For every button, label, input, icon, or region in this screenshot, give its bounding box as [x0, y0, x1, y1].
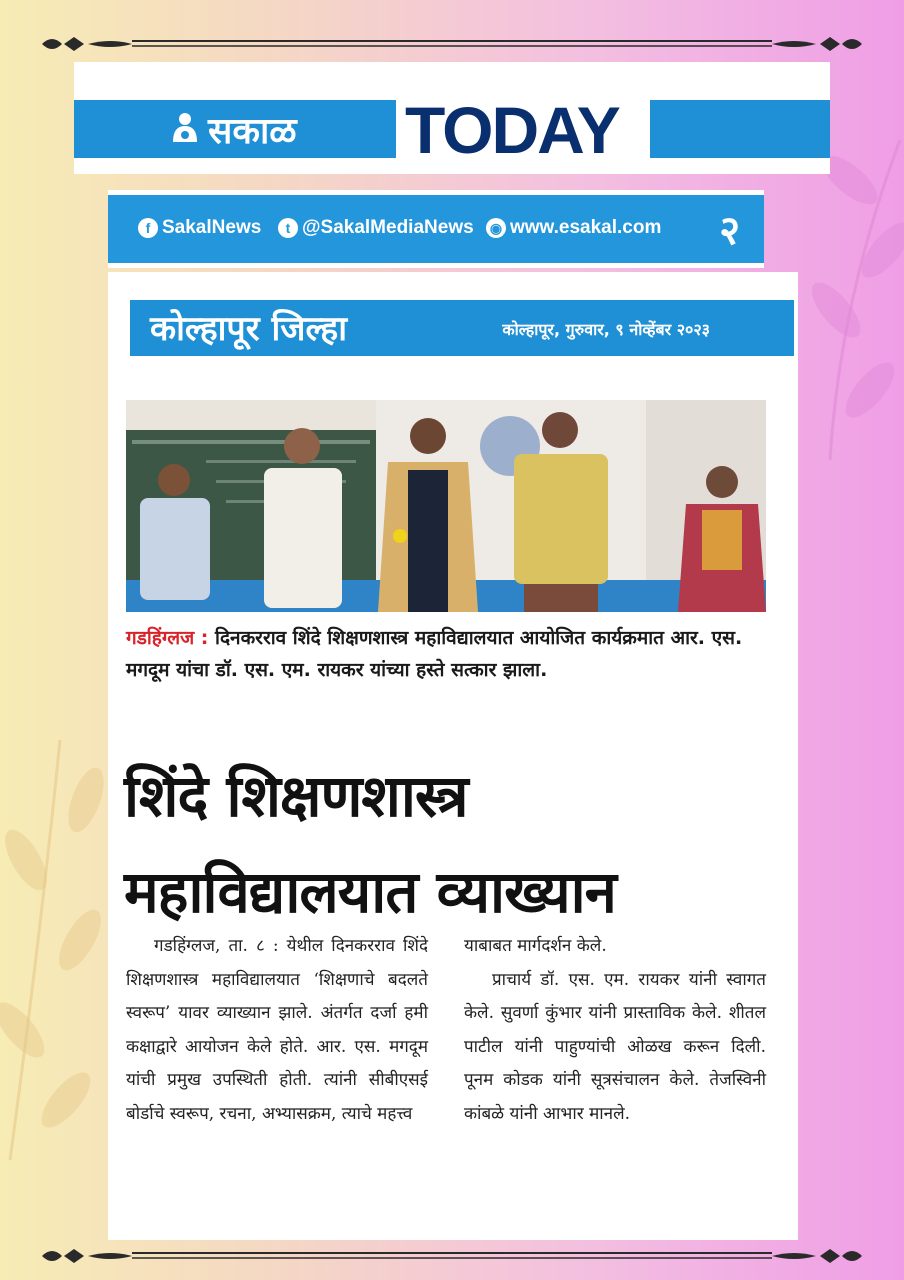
twitter-label: @SakalMediaNews [302, 217, 474, 238]
headline-line-2: महाविद्यालयात व्याख्यान [124, 858, 616, 926]
article-paragraph-1: गडहिंग्लज, ता. ८ : येथील दिनकरराव शिंदे शिक्षणशास्त्र महाविद्यालयात ‘शिक्षणाचे बदलते स्वरूप’ यावर व्याख्यान झाले. अंतर्गत दर्जा हमी कक्षाद्वारे आयोजन केले होते. आर. एस. मगदूम यांची प्रमुख उपस्थिती होती. त्यांनी सीबीएसई बोर्डाचे स्वरूप, रचना, अभ्यासक्रम, त्याचे महत्त्व [126, 936, 428, 1124]
top-ornament-divider [40, 34, 864, 54]
caption-place: गडहिंग्लज : [126, 627, 209, 649]
sakal-logo [170, 100, 297, 158]
twitter-handle [278, 217, 474, 239]
article-paragraph-1-cont: याबाबत मार्गदर्शन केले. [464, 936, 607, 956]
social-bar [108, 190, 764, 268]
section-title: कोल्हापूर जिल्हा [150, 309, 348, 349]
twitter-icon: t [278, 218, 298, 238]
headline-line-1: शिंदे शिक्षणशास्त्र [124, 762, 468, 830]
facebook-handle [138, 217, 261, 239]
article-paragraph-2: प्राचार्य डॉ. एस. एम. रायकर यांनी स्वागत केले. सुवर्णा कुंभार यांनी प्रास्ताविक केले. शीतल पाटील यांनी पाहुण्यांची ओळख करून दिली. पूनम कोडक यांनी सूत्रसंचालन केले. तेजस्विनी कांबळे यांनी आभार मानले. [464, 969, 766, 1124]
article-headline [124, 748, 764, 940]
edition-title: TODAY [405, 93, 619, 167]
website-link [486, 217, 661, 239]
bottom-ornament-divider [40, 1246, 864, 1266]
article-column-1 [126, 930, 428, 1131]
left-leaf-decoration [0, 740, 110, 1160]
caption-text: दिनकरराव शिंदे शिक्षणशास्त्र महाविद्यालयात आयोजित कार्यक्रमात आर. एस. मगदूम यांचा डॉ. एस. एम. रायकर यांच्या हस्ते सत्कार झाला. [126, 627, 743, 681]
section-dateline: कोल्हापूर, गुरुवार, ९ नोव्हेंबर २०२३ [502, 320, 710, 339]
event-photo [126, 400, 766, 612]
brand-logo-text: सकाळ [208, 110, 297, 152]
facebook-label: SakalNews [162, 217, 262, 238]
section-header [130, 300, 794, 356]
page-number: २ [719, 208, 740, 254]
masthead-bar-right [650, 100, 830, 158]
globe-icon: ◉ [486, 218, 506, 238]
website-label: www.esakal.com [510, 217, 662, 238]
article-column-2 [464, 930, 766, 1131]
photo-caption [126, 622, 766, 686]
right-leaf-decoration [800, 140, 904, 460]
sakal-emblem-icon [170, 112, 200, 146]
facebook-icon: f [138, 218, 158, 238]
